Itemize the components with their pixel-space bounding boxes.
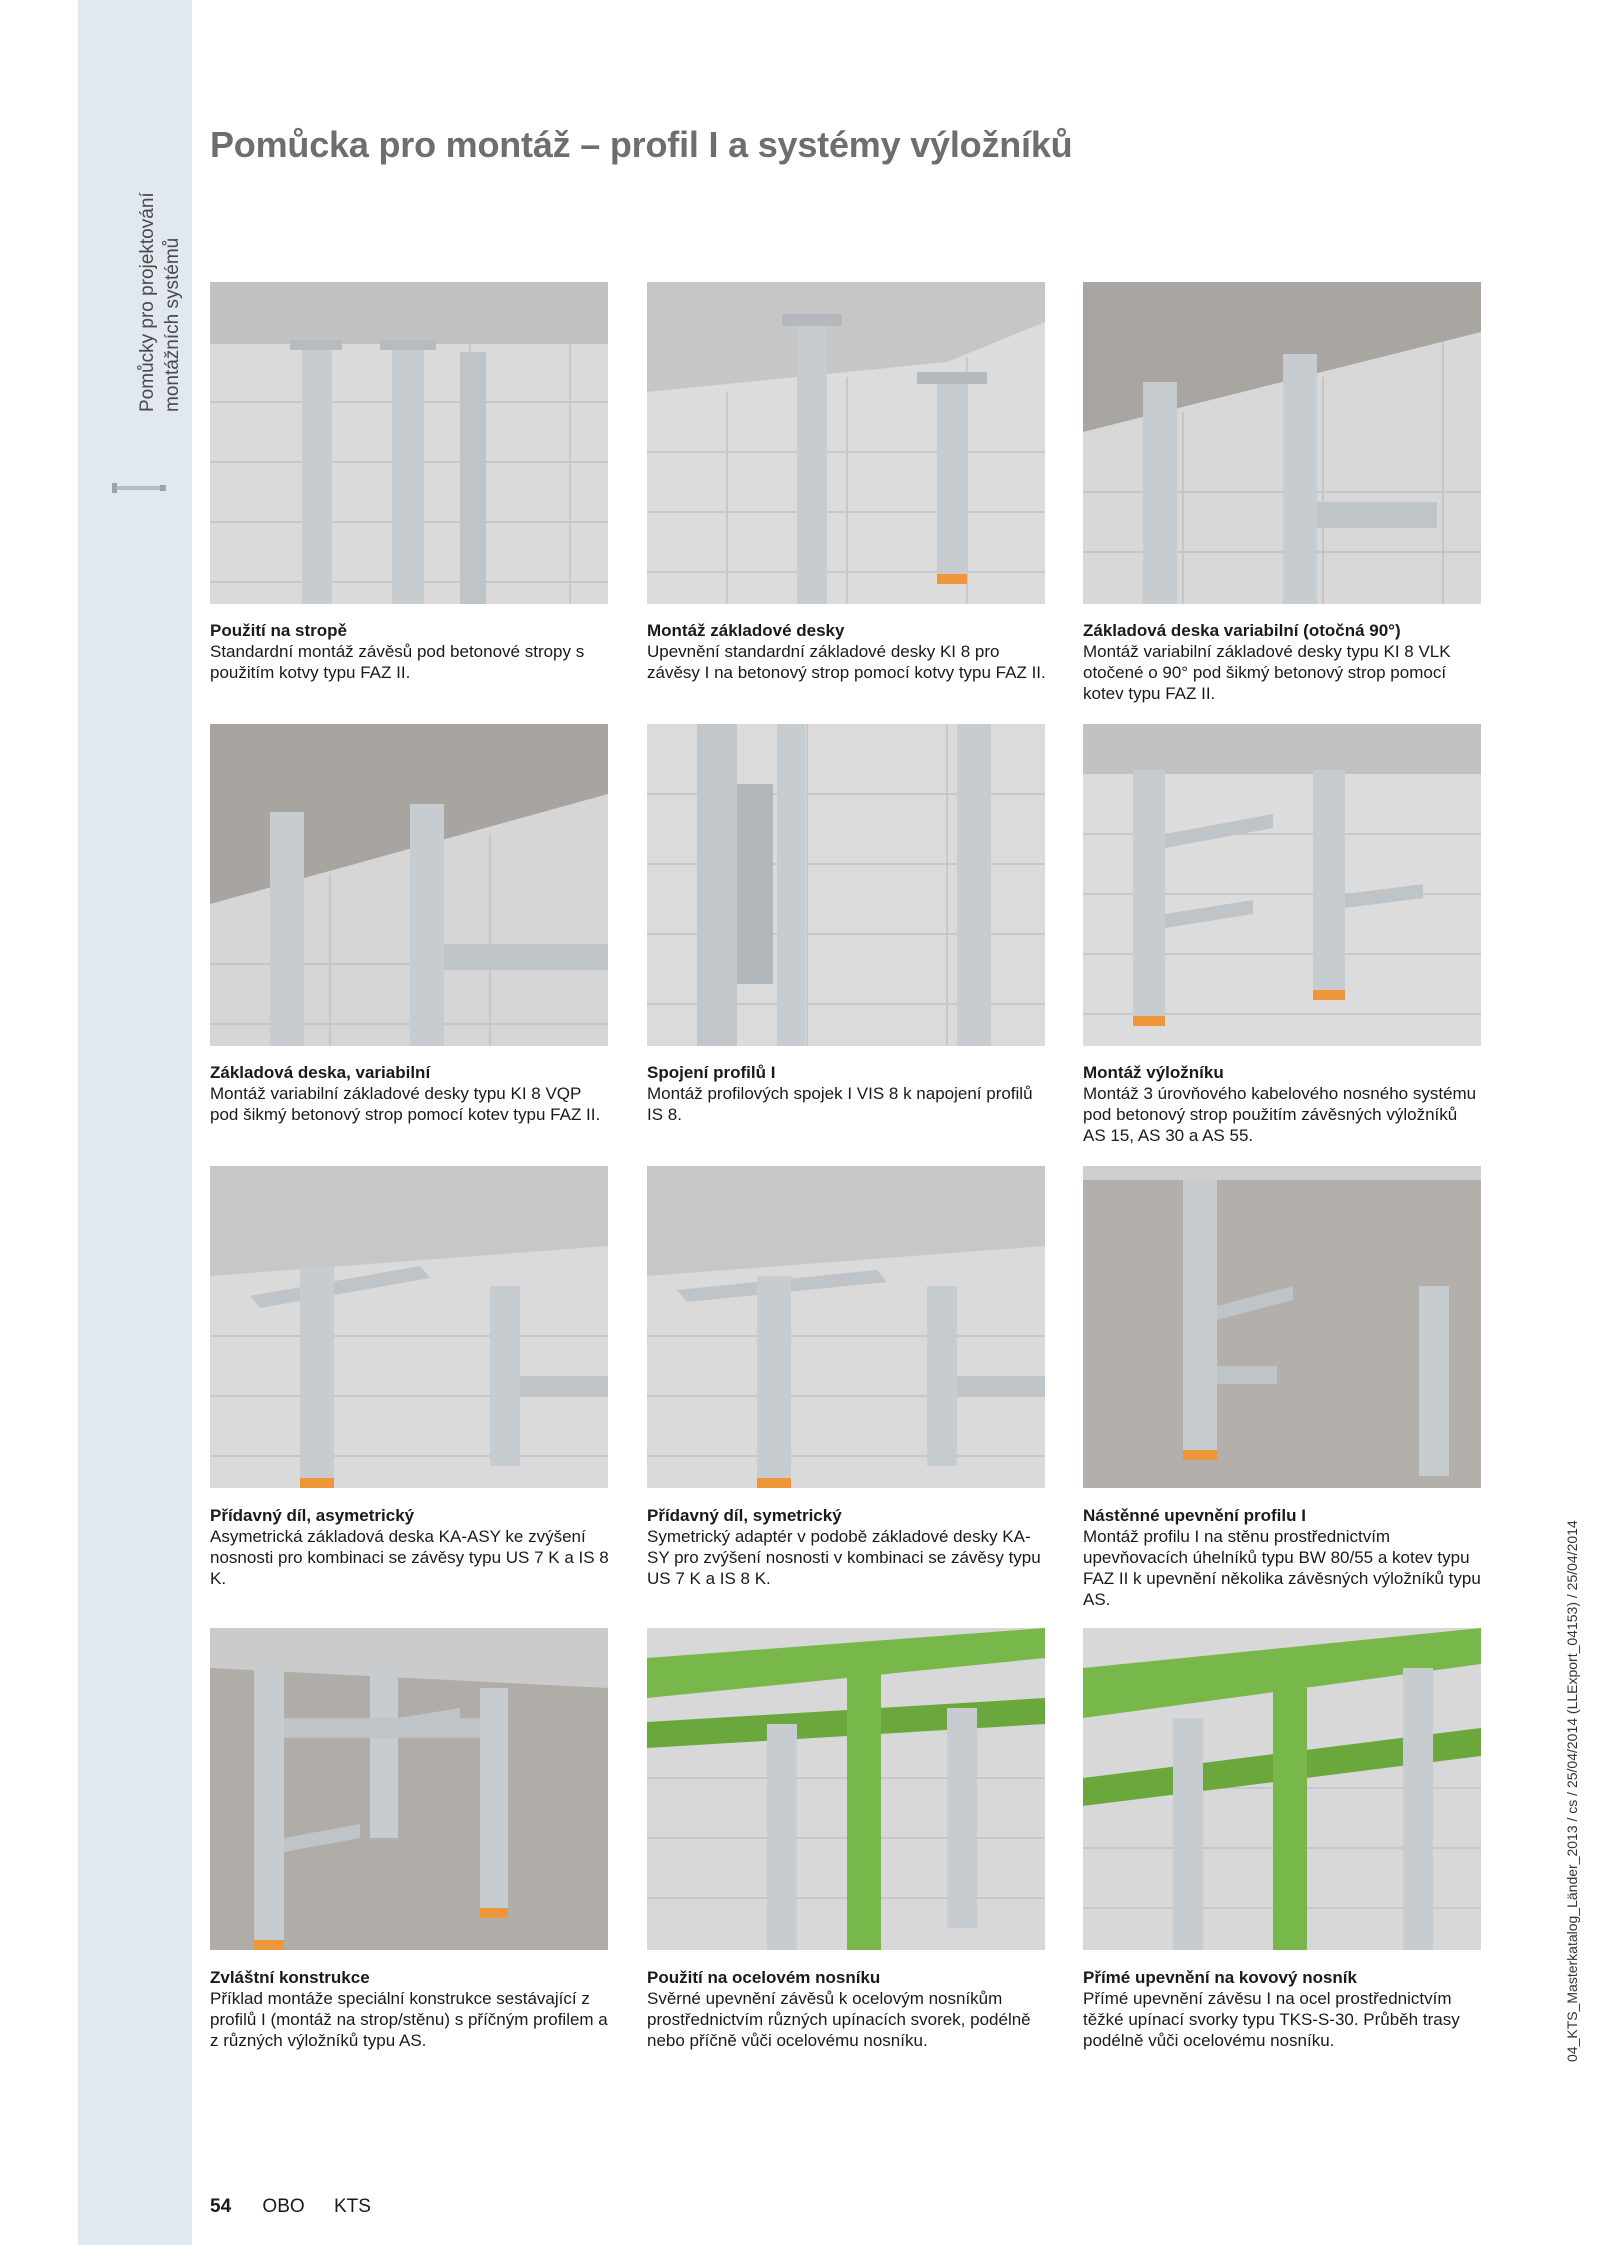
photo-profile-connection bbox=[647, 724, 1045, 1046]
side-panel-label bbox=[135, 52, 185, 412]
brand-name: OBO bbox=[262, 2196, 305, 2217]
photo-ceiling-use bbox=[210, 282, 608, 604]
caption-title: Montáž základové desky bbox=[647, 621, 845, 640]
page-number: 54 bbox=[210, 2196, 232, 2217]
page-title: Pomůcka pro montáž – profil I a systémy výložníků bbox=[210, 124, 1073, 165]
caption-title: Základová deska, variabilní bbox=[210, 1063, 431, 1082]
caption-special-construction bbox=[210, 1967, 610, 2051]
photo-wall-mounting bbox=[1083, 1166, 1481, 1488]
photo-bracket-installation bbox=[1083, 724, 1481, 1046]
caption-title: Přímé upevnění na kovový nosník bbox=[1083, 1968, 1357, 1987]
photo-direct-mounting bbox=[1083, 1628, 1481, 1950]
caption-body: Montáž 3 úrovňového kabelového nosného systému pod betonový strop použitím závěsných výložníků AS 15, AS 30 a AS 55. bbox=[1083, 1084, 1477, 1145]
caption-body: Přímé upevnění závěsu I na ocel prostřednictvím těžké upínací svorky typu TKS-S-30. Průběh trasy podélně vůči ocelovému nosníku. bbox=[1083, 1989, 1460, 2050]
caption-body: Montáž variabilní základové desky typu KI 8 VLK otočené o 90° pod šikmý betonový strop pomocí kotev typu FAZ II. bbox=[1083, 642, 1451, 703]
caption-asymmetric-part bbox=[210, 1505, 610, 1589]
caption-body: Montáž variabilní základové desky typu KI 8 VQP pod šikmý betonový strop pomocí kotev typu FAZ II. bbox=[210, 1084, 601, 1124]
caption-title: Zvláštní konstrukce bbox=[210, 1968, 370, 1987]
caption-title: Základová deska variabilní (otočná 90°) bbox=[1083, 621, 1401, 640]
caption-steel-beam bbox=[647, 1967, 1047, 2051]
caption-body: Symetrický adaptér v podobě základové desky KA-SY pro zvýšení nosnosti v kombinaci se závěsy typu US 7 K a IS 8 K. bbox=[647, 1527, 1041, 1588]
caption-variable-base-plate bbox=[210, 1062, 610, 1125]
photo-variable-base-plate bbox=[210, 724, 608, 1046]
caption-profile-connection bbox=[647, 1062, 1047, 1125]
caption-body: Standardní montáž závěsů pod betonové stropy s použitím kotvy typu FAZ II. bbox=[210, 642, 585, 682]
caption-ceiling-use bbox=[210, 620, 610, 683]
caption-title: Použití na ocelovém nosníku bbox=[647, 1968, 881, 1987]
caption-title: Montáž výložníku bbox=[1083, 1063, 1224, 1082]
caption-bracket-installation bbox=[1083, 1062, 1483, 1146]
document-meta: 04_KTS_Masterkatalog_Länder_2013 / cs / 25/04/2014 (LLExport_04153) / 25/04/2014 bbox=[1564, 1520, 1580, 2062]
section-name: KTS bbox=[333, 2196, 371, 2217]
caption-body: Asymetrická základová deska KA-ASY ke zvýšení nosnosti pro kombinaci se závěsy typu US 7 K a IS 8 K. bbox=[210, 1527, 609, 1588]
photo-special-construction bbox=[210, 1628, 608, 1950]
caption-symmetric-part bbox=[647, 1505, 1047, 1589]
caption-title: Přídavný díl, asymetrický bbox=[210, 1506, 415, 1525]
caption-title: Nástěnné upevnění profilu I bbox=[1083, 1506, 1306, 1525]
caption-title: Použití na stropě bbox=[210, 621, 347, 640]
caption-body: Montáž profilových spojek I VIS 8 k napojení profilů IS 8. bbox=[647, 1084, 1033, 1124]
page-footer bbox=[210, 2196, 371, 2218]
side-label-line2: montážních systémů bbox=[162, 237, 183, 412]
caption-base-plate bbox=[647, 620, 1047, 683]
photo-base-plate bbox=[647, 282, 1045, 604]
caption-body: Svěrné upevnění závěsů k ocelovým nosníkům prostřednictvím různých upínacích svorek, podélně nebo příčně vůči ocelovému nosníku. bbox=[647, 1989, 1031, 2050]
photo-symmetric-part bbox=[647, 1166, 1045, 1488]
anchor-bolt-icon bbox=[112, 482, 168, 494]
caption-title: Spojení profilů I bbox=[647, 1063, 776, 1082]
caption-body: Montáž profilu I na stěnu prostřednictvím upevňovacích úhelníků typu BW 80/55 a kotev typu FAZ II k upevnění několika závěsných výložníků typu AS. bbox=[1083, 1527, 1481, 1609]
photo-asymmetric-part bbox=[210, 1166, 608, 1488]
photo-variable-base-plate-rotated bbox=[1083, 282, 1481, 604]
side-label-line1: Pomůcky pro projektování bbox=[137, 192, 158, 412]
caption-direct-mounting bbox=[1083, 1967, 1483, 2051]
photo-steel-beam bbox=[647, 1628, 1045, 1950]
caption-body: Upevnění standardní základové desky KI 8 pro závěsy I na betonový strop pomocí kotvy typu FAZ II. bbox=[647, 642, 1046, 682]
caption-variable-base-plate-rotated bbox=[1083, 620, 1483, 704]
caption-body: Příklad montáže speciální konstrukce sestávající z profilů I (montáž na strop/stěnu) s příčným profilem a z různých výložníků typu AS. bbox=[210, 1989, 608, 2050]
caption-title: Přídavný díl, symetrický bbox=[647, 1506, 842, 1525]
caption-wall-mounting bbox=[1083, 1505, 1483, 1610]
